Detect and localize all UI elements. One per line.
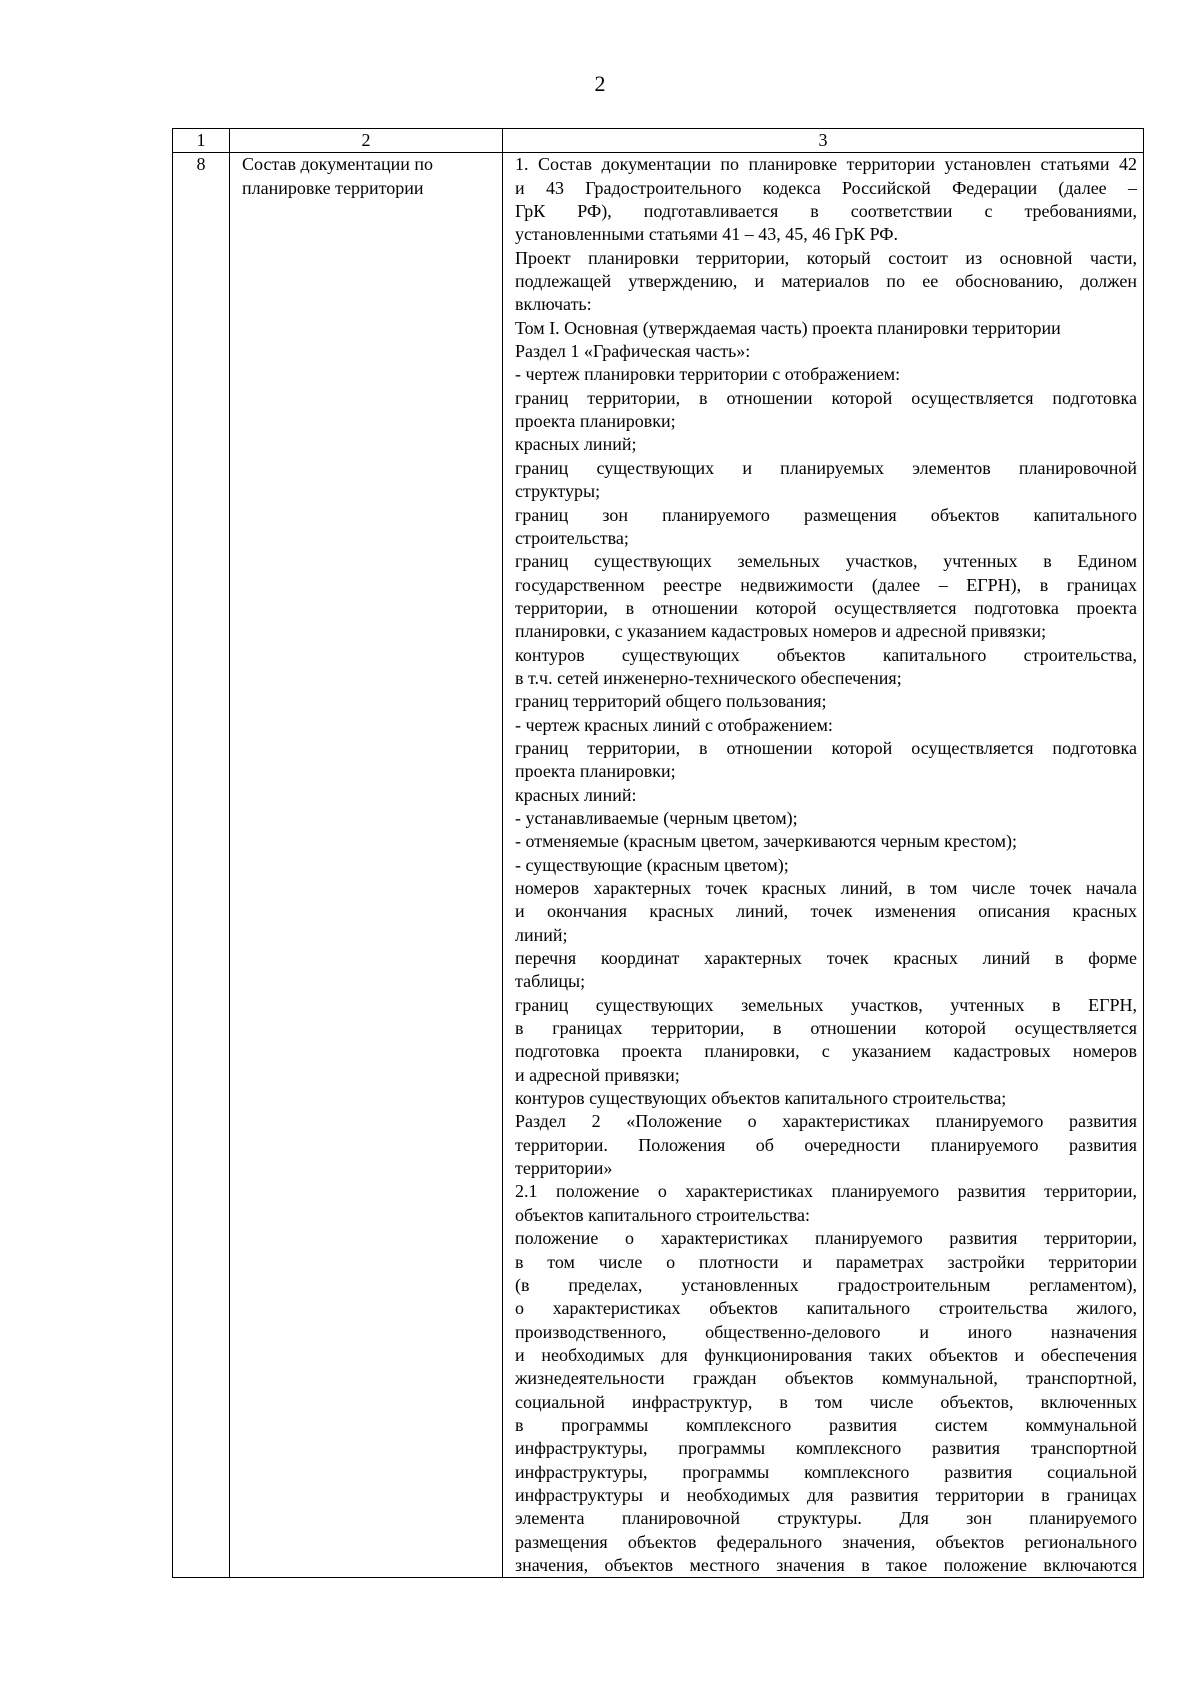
header-cell-3: 3 bbox=[503, 129, 1144, 153]
content-line: перечня координат характерных точек красных линий в форме bbox=[515, 948, 1137, 969]
content-line: инфраструктуры, программы комплексного развития социальной bbox=[515, 1461, 1137, 1482]
content-line: 2.1 положение о характеристиках планируемого развития территории, bbox=[515, 1181, 1137, 1202]
content-line: линий; bbox=[515, 924, 568, 945]
content-line: красных линий; bbox=[515, 434, 637, 455]
row-title-line: планировке территории bbox=[242, 177, 424, 198]
content-line: инфраструктуры и необходимых для развития территории в границах bbox=[515, 1484, 1137, 1505]
content-line: - чертеж планировки территории с отображением: bbox=[515, 364, 901, 385]
content-line: границ существующих земельных участков, учтенных в Едином bbox=[515, 551, 1137, 572]
content-line: границ существующих земельных участков, учтенных в ЕГРН, bbox=[515, 994, 1137, 1015]
row-number: 8 bbox=[173, 153, 230, 1578]
content-line: - отменяемые (красным цветом, зачеркиваются черным крестом); bbox=[515, 831, 1018, 852]
content-line: инфраструктуры, программы комплексного развития транспортной bbox=[515, 1438, 1137, 1459]
content-line: красных линий: bbox=[515, 784, 637, 805]
content-line: и адресной привязки; bbox=[515, 1064, 680, 1085]
content-line: границ территории, в отношении которой осуществляется подготовка bbox=[515, 737, 1137, 758]
content-line: ГрК РФ), подготавливается в соответствии с требованиями, bbox=[515, 201, 1137, 222]
content-line: социальной инфраструктур, в том числе объектов, включенных bbox=[515, 1391, 1137, 1412]
content-line: и 43 Градостроительного кодекса Российской Федерации (далее – bbox=[515, 177, 1137, 198]
content-line: установленными статьями 41 – 43, 45, 46 ГрК РФ. bbox=[515, 224, 898, 245]
content-line: в границах территории, в отношении которой осуществляется bbox=[515, 1018, 1137, 1039]
row-title bbox=[230, 153, 503, 1578]
content-line: в программы комплексного развития систем коммунальной bbox=[515, 1414, 1137, 1435]
content-line: территории» bbox=[515, 1158, 613, 1179]
content-line: производственного, общественно-делового и иного назначения bbox=[515, 1321, 1137, 1342]
content-line: структуры; bbox=[515, 481, 601, 502]
content-line: проекта планировки; bbox=[515, 761, 676, 782]
document-table bbox=[172, 128, 1144, 1578]
content-line: контуров существующих объектов капитального строительства; bbox=[515, 1088, 1007, 1109]
row-title-line: Состав документации по bbox=[242, 154, 434, 175]
content-line: и необходимых для функционирования таких объектов и обеспечения bbox=[515, 1344, 1137, 1365]
content-line: границ зон планируемого размещения объектов капитального bbox=[515, 504, 1137, 525]
content-line: номеров характерных точек красных линий, в том числе точек начала bbox=[515, 878, 1137, 898]
table-header-row bbox=[173, 129, 1144, 153]
content-line: элемента планировочной структуры. Для зон планируемого bbox=[515, 1508, 1137, 1529]
content-line: 1. Состав документации по планировке территории установлен статьями 42 bbox=[515, 154, 1137, 175]
content-line: подлежащей утверждению, и материалов по ее обоснованию, должен bbox=[515, 271, 1137, 292]
content-line: о характеристиках объектов капитального строительства жилого, bbox=[515, 1298, 1137, 1319]
content-line: контуров существующих объектов капитального строительства, bbox=[515, 644, 1137, 665]
content-line: положение о характеристиках планируемого развития территории, bbox=[515, 1228, 1137, 1249]
content-line: Раздел 2 «Положение о характеристиках планируемого развития bbox=[515, 1111, 1137, 1132]
header-cell-1: 1 bbox=[173, 129, 230, 153]
content-line: границ территорий общего пользования; bbox=[515, 691, 827, 712]
content-line: и окончания красных линий, точек изменения описания красных bbox=[515, 901, 1137, 922]
content-line: подготовка проекта планировки, с указанием кадастровых номеров bbox=[515, 1041, 1137, 1062]
table-row bbox=[173, 153, 1144, 1578]
content-line: - чертеж красных линий с отображением: bbox=[515, 714, 833, 735]
content-line: в том числе о плотности и параметрах застройки территории bbox=[515, 1251, 1137, 1272]
content-line: границ территории, в отношении которой осуществляется подготовка bbox=[515, 387, 1137, 408]
content-line: Раздел 1 «Графическая часть»: bbox=[515, 341, 751, 362]
content-line: государственном реестре недвижимости (далее – ЕГРН), в границах bbox=[515, 574, 1137, 595]
content-line: Проект планировки территории, который состоит из основной части, bbox=[515, 247, 1137, 268]
header-cell-2: 2 bbox=[230, 129, 503, 153]
content-line: границ существующих и планируемых элементов планировочной bbox=[515, 457, 1137, 478]
content-line: в т.ч. сетей инженерно-технического обеспечения; bbox=[515, 667, 902, 688]
page-number: 2 bbox=[594, 71, 606, 96]
content-line: планировки, с указанием кадастровых номеров и адресной привязки; bbox=[515, 621, 1047, 642]
content-line: жизнедеятельности граждан объектов коммунальной, транспортной, bbox=[515, 1368, 1137, 1389]
content-line: - существующие (красным цветом); bbox=[515, 854, 789, 875]
content-line: объектов капитального строительства: bbox=[515, 1204, 810, 1225]
content-line: размещения объектов федерального значения, объектов регионального bbox=[515, 1531, 1137, 1552]
content-line: территории, в отношении которой осуществляется подготовка проекта bbox=[515, 597, 1137, 618]
content-line: - устанавливаемые (черным цветом); bbox=[515, 807, 798, 828]
content-line: Том I. Основная (утверждаемая часть) проекта планировки территории bbox=[515, 317, 1061, 338]
content-line: включать: bbox=[515, 294, 592, 315]
content-line: строительства; bbox=[515, 527, 629, 548]
content-line: значения, объектов местного значения в такое положение включаются bbox=[515, 1554, 1137, 1575]
content-line: (в пределах, установленных градостроительным регламентом), bbox=[515, 1274, 1137, 1295]
content-line: таблицы; bbox=[515, 971, 586, 992]
row-content bbox=[503, 153, 1144, 1578]
content-line: проекта планировки; bbox=[515, 411, 676, 432]
content-line: территории. Положения об очередности планируемого развития bbox=[515, 1134, 1137, 1155]
